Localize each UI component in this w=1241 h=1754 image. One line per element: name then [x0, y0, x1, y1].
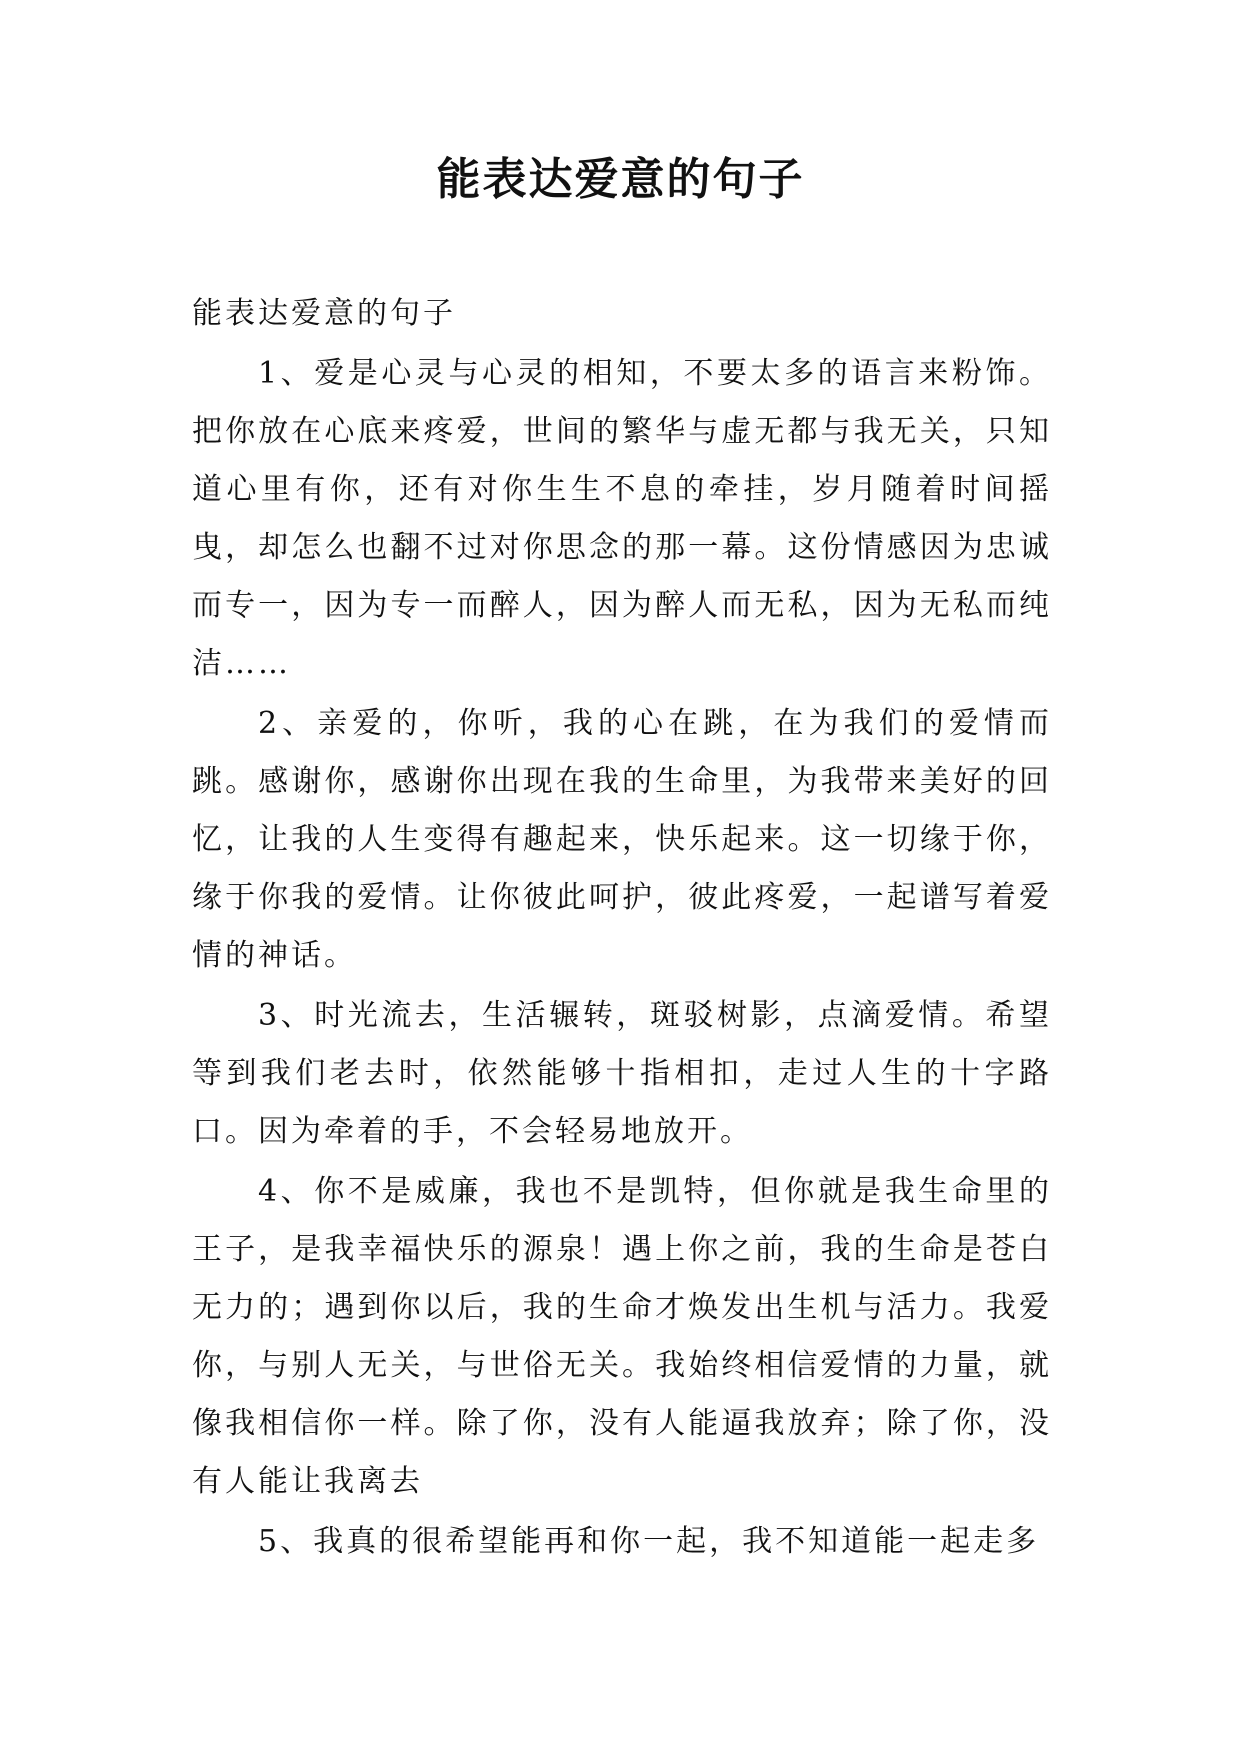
- document-title: 能表达爱意的句子: [436, 154, 805, 205]
- paragraph-3: 3、时光流去，生活辗转，斑驳树影，点滴爱情。希望等到我们老去时，依然能够十指相扣，走过人生的十字路口。因为牵着的手，不会轻易地放开。: [192, 998, 1052, 1149]
- document-subtitle: 能表达爱意的句子: [192, 296, 456, 331]
- paragraph-4: 4、你不是威廉，我也不是凯特，但你就是我生命里的王子，是我幸福快乐的源泉！遇上你之前，我的生命是苍白无力的；遇到你以后，我的生命才焕发出生机与活力。我爱你，与别人无关，与世俗无关。我始终相信爱情的力量，就像我相信你一样。除了你，没有人能逼我放弃；除了你，没有人能让我离去: [192, 1174, 1052, 1499]
- paragraph-5: 5、我真的很希望能再和你一起，我不知道能一起走多: [258, 1524, 1040, 1559]
- paragraph-1: 1、爱是心灵与心灵的相知，不要太多的语言来粉饰。把你放在心底来疼爱，世间的繁华与虚无都与我无关，只知道心里有你，还有对你生生不息的牵挂，岁月随着时间摇曳，却怎么也翻不过对你思念的那一幕。这份情感因为忠诚而专一，因为专一而醉人，因为醉人而无私，因为无私而纯洁……: [192, 356, 1052, 681]
- document-body: [192, 285, 1052, 1571]
- paragraph-2: 2、亲爱的，你听，我的心在跳，在为我们的爱情而跳。感谢你，感谢你出现在我的生命里，为我带来美好的回忆，让我的人生变得有趣起来，快乐起来。这一切缘于你，缘于你我的爱情。让你彼此呵护，彼此疼爱，一起谱写着爱情的神话。: [192, 706, 1052, 973]
